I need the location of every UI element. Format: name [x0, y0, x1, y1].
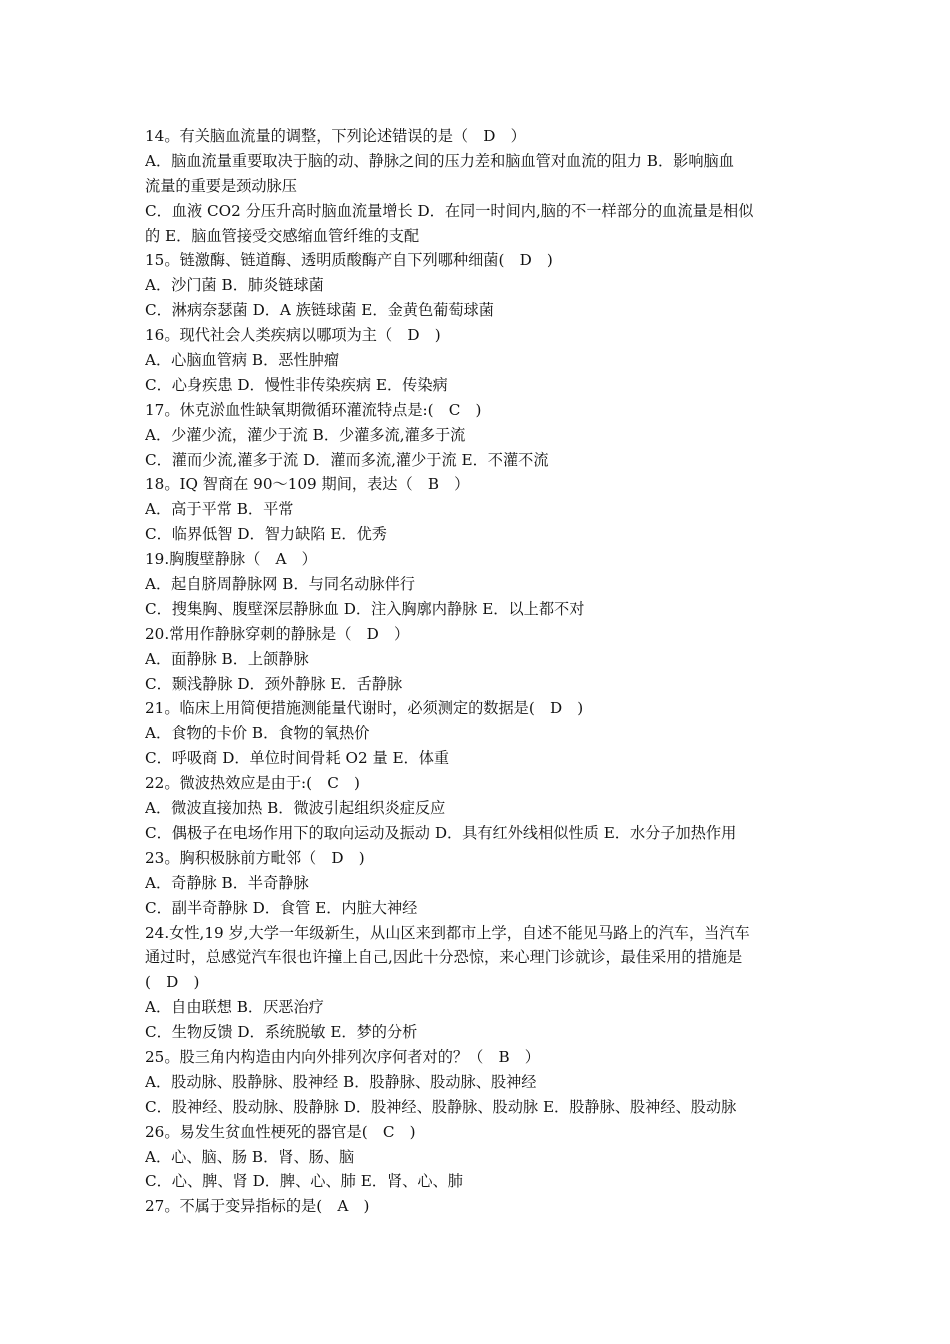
q16-option-line: A．心脑血管病 B．恶性肿瘤	[145, 351, 340, 370]
q23-option-line: A．奇静脉 B．半奇静脉	[145, 873, 309, 892]
q18-stem: 18。IQ 智商在 90～109 期间，表达（ B ）	[145, 475, 470, 494]
q21-option-line: C．呼吸商 D．单位时间骨耗 O2 量 E．体重	[145, 749, 450, 768]
q22-option-line: C．偶极子在电场作用下的取向运动及振动 D．具有红外线相似性质 E．水分子加热作用	[145, 823, 737, 842]
q26-option-line: C．心、脾、肾 D．脾、心、肺 E．肾、心、肺	[145, 1172, 463, 1191]
q17-option-line: C．灌而少流,灌多于流 D．灌而多流,灌少于流 E．不灌不流	[145, 450, 549, 469]
q23-option-line: C．副半奇静脉 D．食管 E．内脏大神经	[145, 898, 418, 917]
q23-stem: 23。胸积极脉前方毗邻（ D )	[145, 848, 365, 867]
q16-option-line: C．心身疾患 D．慢性非传染疾病 E．传染病	[145, 375, 448, 394]
q21-stem: 21。临床上用简便措施测能量代谢时，必须测定的数据是( D )	[145, 699, 584, 718]
q20-stem: 20.常用作静脉穿刺的静脉是（ D ）	[145, 624, 410, 643]
q14-option-line: A．脑血流量重要取决于脑的动、静脉之间的压力差和脑血管对血流的阻力 B．影响脑血	[145, 151, 734, 170]
q21-option-line: A．食物的卡价 B．食物的氧热价	[145, 724, 370, 743]
q24-answer: ( D )	[145, 973, 200, 992]
q19-option-line: A．起自脐周静脉网 B．与同名动脉伴行	[145, 575, 415, 594]
q14-option-line: 流量的重要是颈动脉压	[145, 176, 297, 195]
q26-option-line: A．心、脑、肠 B．肾、肠、脑	[145, 1147, 355, 1166]
q24-option-line: A．自由联想 B．厌恶治疗	[145, 998, 324, 1017]
q20-option-line: A．面静脉 B．上颌静脉	[145, 649, 309, 668]
q22-option-line: A．微波直接加热 B．微波引起组织炎症反应	[145, 799, 446, 818]
q25-option-line: A．股动脉、股静脉、股神经 B．股静脉、股动脉、股神经	[145, 1072, 537, 1091]
q22-stem: 22。微波热效应是由于:( C )	[145, 774, 360, 793]
q27-stem: 27。不属于变异指标的是( A )	[145, 1197, 370, 1216]
q14-option-line: C．血液 CO2 分压升高时脑血流量增长 D．在同一时间内,脑的不一样部分的血流量是相似	[145, 201, 754, 220]
q17-option-line: A．少灌少流，灌少于流 B．少灌多流,灌多于流	[145, 425, 466, 444]
q19-stem: 19.胸腹壁静脉（ A ）	[145, 550, 317, 569]
q24-stem: 通过时，总感觉汽车很也许撞上自己,因此十分恐惊，来心理门诊就诊，最佳采用的措施是	[145, 948, 743, 967]
q15-stem: 15。链激酶、链道酶、透明质酸酶产自下列哪种细菌( D )	[145, 251, 553, 270]
q18-option-line: C．临界低智 D．智力缺陷 E．优秀	[145, 525, 387, 544]
q15-option-line: C．淋病奈瑟菌 D．A 族链球菌 E．金黄色葡萄球菌	[145, 301, 494, 320]
q26-stem: 26。易发生贫血性梗死的器官是( C )	[145, 1122, 416, 1141]
q20-option-line: C．颞浅静脉 D．颈外静脉 E．舌静脉	[145, 674, 403, 693]
q14-stem: 14。有关脑血流量的调整，下列论述错误的是（ D ）	[145, 127, 526, 145]
q25-stem: 25。股三角内构造由内向外排列次序何者对的？（ B ）	[145, 1047, 540, 1066]
document-page	[145, 124, 815, 1219]
q18-option-line: A．高于平常 B．平常	[145, 500, 294, 519]
q16-stem: 16。现代社会人类疾病以哪项为主（ D )	[145, 326, 441, 345]
q24-stem: 24.女性,19 岁,大学一年级新生，从山区来到都市上学，自述不能见马路上的汽车，当汽车	[145, 923, 750, 942]
q19-option-line: C．搜集胸、腹壁深层静脉血 D．注入胸廓内静脉 E．以上都不对	[145, 599, 585, 618]
q17-stem: 17。休克淤血性缺氧期微循环灌流特点是:( C )	[145, 400, 482, 419]
q24-option-line: C．生物反馈 D．系统脱敏 E．梦的分析	[145, 1023, 418, 1042]
q14-option-line: 的 E．脑血管接受交感缩血管纤维的支配	[145, 226, 420, 245]
q25-option-line: C．股神经、股动脉、股静脉 D．股神经、股静脉、股动脉 E．股静脉、股神经、股动脉	[145, 1097, 737, 1116]
q15-option-line: A．沙门菌 B．肺炎链球菌	[145, 276, 324, 295]
